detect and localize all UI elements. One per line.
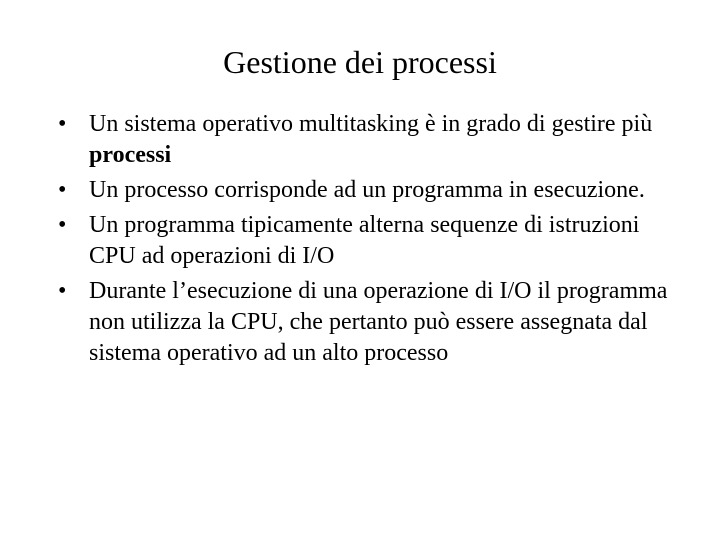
bullet-marker: • — [58, 212, 67, 238]
bullet-item — [58, 276, 678, 369]
bullet-marker: • — [58, 278, 67, 304]
bullet-item — [58, 175, 678, 206]
bullet-marker: • — [58, 111, 67, 137]
bullet-text: Un programma tipicamente alterna sequenze di istruzioni CPU ad operazioni di I/O — [89, 212, 640, 269]
bullet-item — [58, 109, 678, 171]
bullet-item — [58, 210, 678, 272]
bullet-bold-text: processi — [89, 142, 172, 168]
bullet-list — [58, 109, 678, 373]
bullet-text: Un processo corrisponde ad un programma in esecuzione. — [89, 177, 645, 203]
bullet-marker: • — [58, 177, 67, 203]
bullet-text: Durante l’esecuzione di una operazione di I/O il programma non utilizza la CPU, che pertanto può essere assegnata dal sistema operativo ad un alto processo — [89, 278, 668, 366]
slide-title: Gestione dei processi — [223, 44, 497, 80]
bullet-text: Un sistema operativo multitasking è in grado di gestire più — [89, 111, 653, 137]
